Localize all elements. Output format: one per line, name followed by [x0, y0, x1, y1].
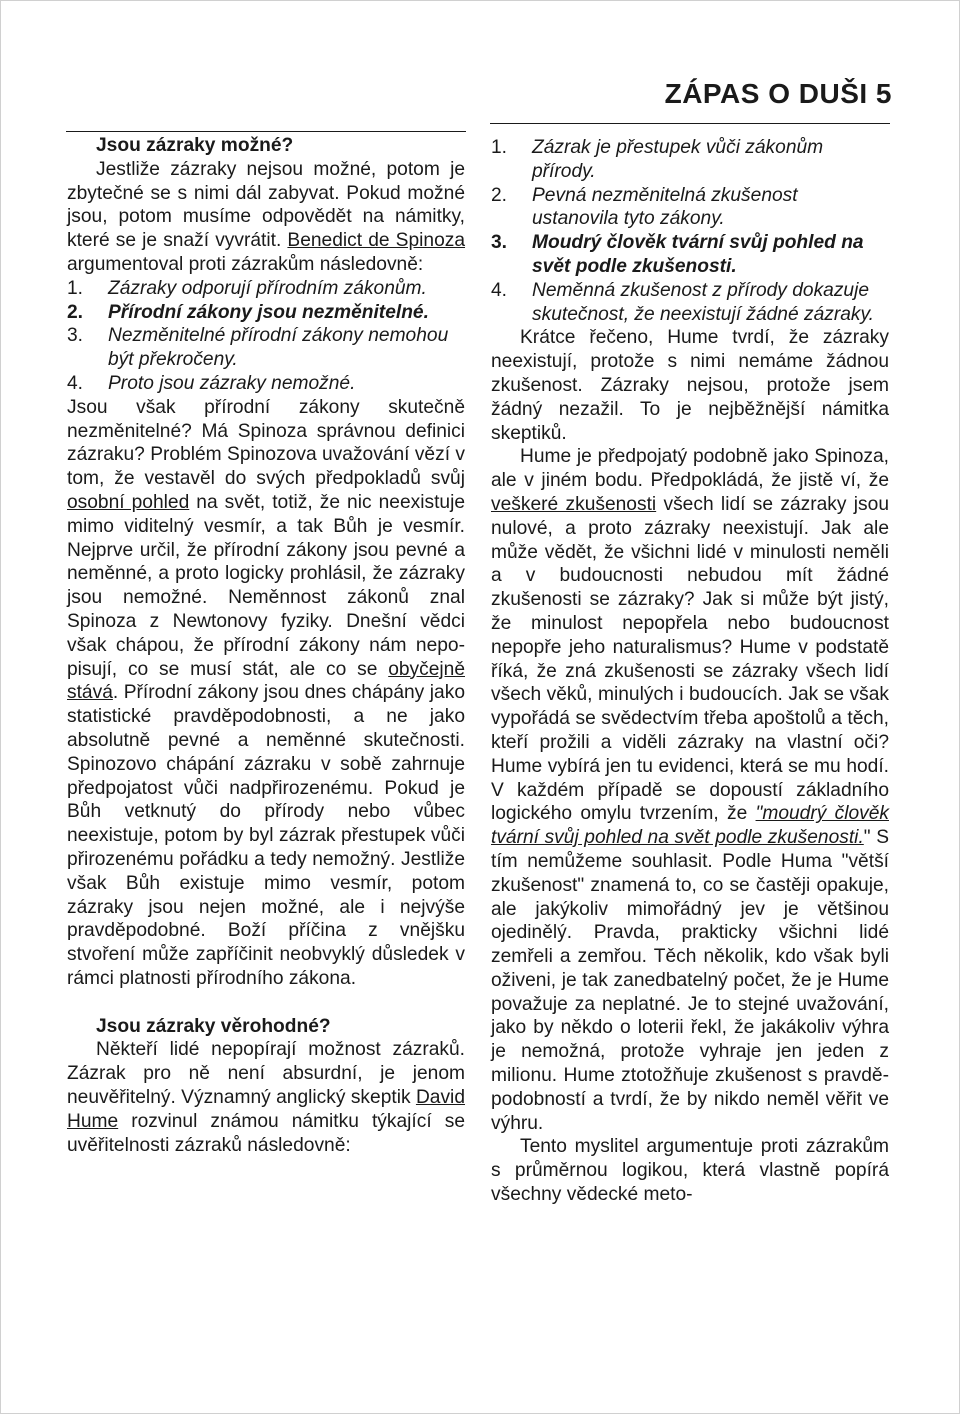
paragraph-text: Hume je předpojatý podobně jako Spinoza, ale v jiném bodu. Předpokládá, že jistě ví, že [491, 446, 889, 492]
list-item-text: Moudrý člověk tvární svůj pohled na svět podle zkušenosti. [532, 232, 864, 277]
list-number: 2. [67, 301, 84, 323]
section-heading-miracles-credible: Jsou zázraky věrohodné? [96, 1015, 331, 1037]
list-item [67, 372, 465, 396]
page-header-title: ZÁPAS O DUŠI 5 [664, 78, 892, 109]
paragraph-thinker-logic: Tento myslitel argumentuje proti zázrakům s průměrnou logikou, která vlastně popírá všechny vědecké meto- [491, 1136, 889, 1206]
paragraph-text: Někteří lidé nepopírají možnost zázraků. Zázrak pro ně není absurdní, je jenom neuvěřitelný. Významný anglický skeptik [67, 1039, 465, 1109]
hume-link[interactable]: David Hume [67, 1087, 465, 1132]
list-item-text: Pevná nezměnitelná zkušenost ustanovila tyto zákony. [532, 184, 798, 230]
paragraph-text: Jsou však přírodní zákony skutečně nezměnitelné? Má Spinoza správnou definici zázraku? Problém Spinozova uvažování vězí v tom, že vestavěl do svých předpokladů svůj [67, 396, 465, 490]
paragraph-text: . Přírodní zákony jsou dnes chápány jako statistické pravděpodobnosti, a ne jako absolutně pevné a neměnné skutečnosti. Spinozovo chápání zázraku v sobě zahrnuje předpojatost vůči nadpřirozenému. Pokud je Bůh vetknutý do přírody nebo vůbec neexistuje, potom by byl zázrak přestupek vůči přirozenému pořádku a tedy nemožný. Jestliže však Bůh existuje mimo vesmír, potom zázraky jsou nejen možné, ale i nejvýše pravděpodobné. Boží příčina z vnějšku stvoření může zapříčinit neobvyklý důsledek v rámci platnosti přírodního zákona. [67, 682, 465, 989]
left-column-rule [66, 131, 466, 132]
list-item [67, 301, 465, 325]
list-item [491, 279, 889, 327]
list-item-text: Zázrak je přestupek vůči zákonům přírody. [532, 137, 824, 182]
paragraph-hume-summary: Krátce řečeno, Hume tvrdí, že zázraky neexistují, protože s nimi nemáme žádnou zkušenost. Zázraky nejsou, protože jsem žádný nezažil. To je nejběžnější námitka skeptiků. [491, 327, 889, 444]
list-item [491, 136, 889, 184]
list-item [491, 231, 889, 279]
list-item-text: Zázraky odporují přírodním zákonům. [108, 277, 427, 299]
underlined-phrase: veškeré zkušenosti [491, 493, 657, 515]
list-number: 3. [67, 325, 84, 347]
spacer [67, 991, 465, 1015]
list-item [67, 324, 465, 372]
list-item [491, 184, 889, 232]
right-column [491, 136, 889, 1207]
list-number: 4. [67, 372, 84, 394]
list-item-text: Neměnná zkušenost z přírody dokazuje skutečnost, že neexistují žádné zázraky. [532, 279, 874, 325]
list-item [67, 277, 465, 301]
list-number: 1. [491, 137, 508, 158]
underlined-phrase: osobní pohled [67, 491, 190, 513]
paragraph-spinoza-critique [67, 396, 465, 991]
right-column-rule [490, 123, 890, 124]
paragraph-text: " S tím nemůžeme souhlasit. Podle Huma "větší zkušenost" znamená to, co se častěji opakuje, ale jakýkoliv mimořádný jev je většinou ojedinělý. Pravda, prakticky všichni lidé zemřeli a zemřou. Těch několik, kdo však byli oživeni, je tak zanedbatelný počet, že je Hume považuje za neplatné. Je to stejné uvažování, jako by někdo o loterii řekl, že jakákoliv výhra je nemožná, protože vyhraje jen jeden z milionu. Hume ztotožňuje zkušenost s pravděpodobností a tvrdí, že by nikdo neměl věřit ve výhru. [491, 827, 889, 1134]
paragraph-hume-critique [491, 445, 889, 1135]
section-heading-miracles-possible: Jsou zázraky možné? [96, 135, 294, 156]
paragraph-spinoza-intro [67, 158, 465, 277]
list-number: 1. [67, 277, 84, 299]
list-number: 3. [491, 232, 508, 254]
list-item-text: Přírodní zákony jsou nezměnitelné. [108, 301, 429, 323]
list-number: 4. [491, 279, 508, 301]
paragraph-text: Jestliže zázraky nejsou možné, potom je zbytečné se s nimi dál zabyvat. Pokud možné jsou, potom musíme odpovědět na námitky, které se je snaží vyvrátit. [67, 158, 465, 252]
list-number: 2. [491, 184, 508, 206]
underlined-quote: "moudrý člověk tvární svůj pohled na svět podle zkušenosti. [491, 803, 889, 849]
paragraph-hume-intro [67, 1038, 465, 1157]
left-column [67, 134, 465, 1157]
paragraph-text: rozvinul známou námitku týkající se uvěřitelnosti zázraků následovně: [67, 1110, 465, 1156]
paragraph-text: všech lidí se zázraky jsou nulové, a proto zázraky neexistují. Jak ale může vědět, že všichni lidé v minulosti neměli a v budoucnosti nebudou mít žádné zkušenosti se zázraky? Jak si může být jistý, že minulost nepopřela nebo budoucnost nepopře jeho naturalismus? Hume v podstatě říká, že zná zkušenosti se zázraky všech lidí všech věků, minulých i budoucích. Jak se však vypořádá se svědectvím třeba apoštolů a těch, kteří prožili a viděli zázraky na vlastní oči? Hume vybírá jen tu evidenci, která se mu hodí. V každém případě se dopoustí základního logického omylu tvrzením, že [491, 493, 889, 825]
hume-argument-list [491, 136, 889, 326]
list-item-text: Nezměnitelné přírodní zákony nemohou být překročeny. [108, 325, 449, 371]
paragraph-text: argumentoval proti zázrakům následovně: [67, 253, 424, 275]
spinoza-argument-list [67, 277, 465, 396]
spinoza-link[interactable]: Benedict de Spinoza [287, 230, 466, 252]
underlined-phrase: obyčejně stává [67, 658, 465, 704]
list-item-text: Proto jsou zázraky nemožné. [108, 372, 356, 394]
paragraph-text: na svět, totiž, že nic neexistuje mimo viditelný vesmír, a tak Bůh je vesmír. Nejprve určil, že přírodní zákony jsou pevné a neměnné, a proto logicky prohlásil, že zázraky jsou nemožné. Neměnnost zákonů znal Spinoza z Newtonovy fyziky. Dnešní vědci však chápou, že přírodní zákony nám nepopisují, co se musí stát, ale co se [67, 491, 466, 680]
